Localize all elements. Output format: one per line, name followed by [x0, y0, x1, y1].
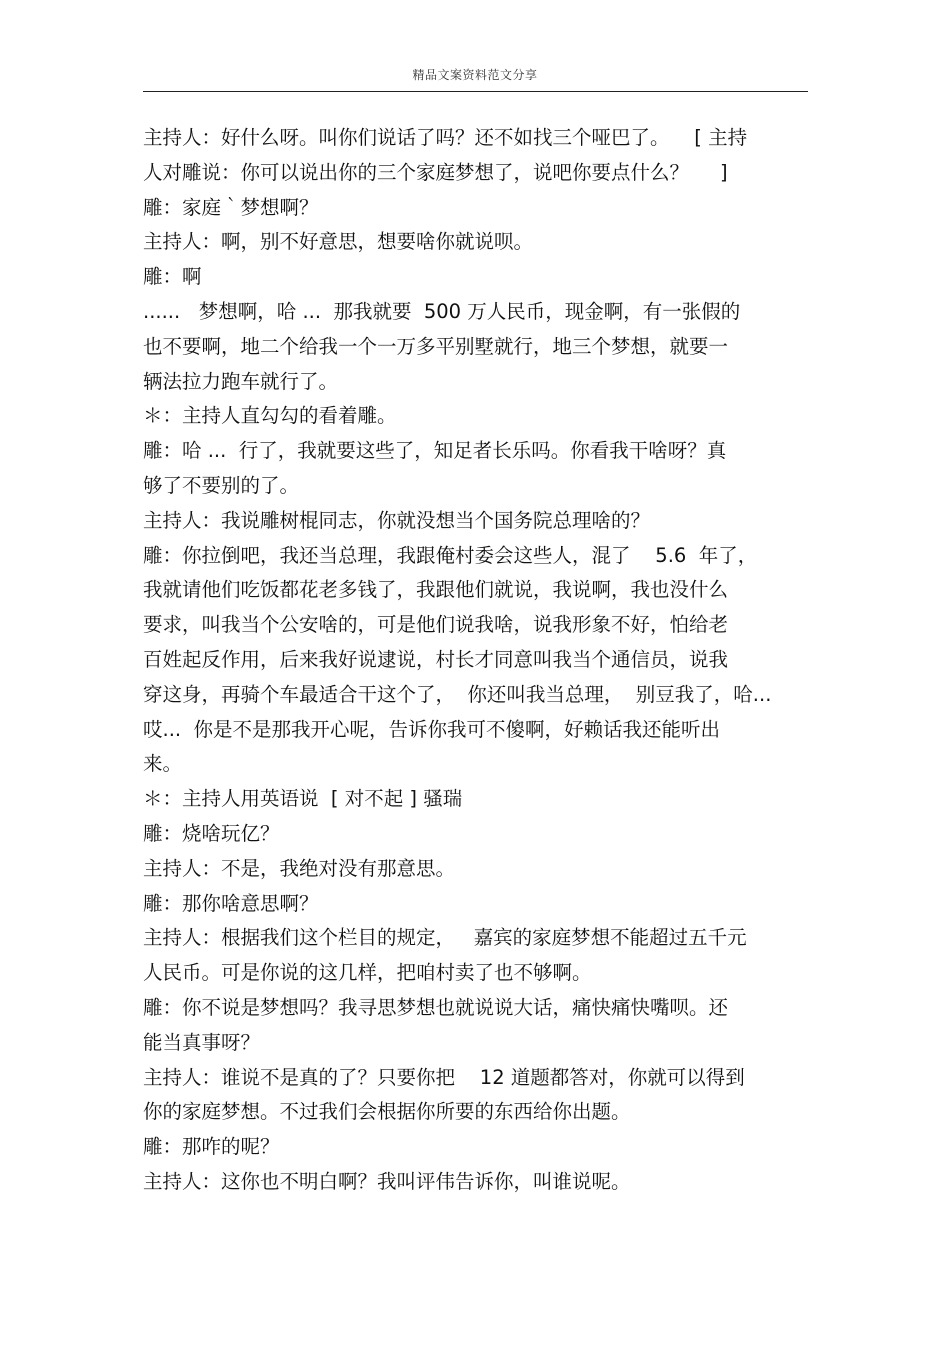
text-line: 哎... 你是不是那我开心呢，告诉你我可不傻啊，好赖话我还能听出 — [143, 717, 720, 741]
text-line: 你的家庭梦想。不过我们会根据你所要的东西给你出题。 — [143, 1100, 631, 1124]
text-line: 雕：烧啥玩亿？ — [143, 821, 280, 845]
text-line: 能当真事呀？ — [143, 1030, 261, 1054]
text-line: 要求，叫我当个公安啥的，可是他们说我啥，说我形象不好，怕给老 — [143, 613, 729, 637]
text-line: 主持人：好什么呀。叫你们说话了吗？还不如找三个哑巴了。 [ 主持 — [143, 126, 748, 149]
text-line: ...... 梦想啊，哈 ... 那我就要 500 万人民币，现金啊，有一张假的 — [143, 299, 741, 323]
text-line: 穿这身，再骑个车最适合干这个了， 你还叫我当总理， 别豆我了，哈... — [143, 682, 772, 706]
text-line: 主持人：不是，我绝对没有那意思。 — [143, 856, 456, 880]
header-divider — [143, 91, 808, 92]
text-line: 我就请他们吃饭都花老多钱了，我跟他们就说，我说啊，我也没什么 — [143, 578, 729, 602]
text-line: 主持人：这你也不明白啊？我叫评伟告诉你，叫谁说呢。 — [143, 1169, 631, 1193]
text-line: 人民币。可是你说的这几样，把咱村卖了也不够啊。 — [143, 961, 592, 985]
text-line: 雕：哈 ... 行了，我就要这些了，知足者长乐吗。你看我干啥呀？真 — [143, 439, 727, 463]
text-line: 人对雕说：你可以说出你的三个家庭梦想了，说吧你要点什么？ ] — [143, 160, 728, 184]
text-line: 主持人：谁说不是真的了？只要你把 12 道题都答对，你就可以得到 — [143, 1065, 745, 1089]
text-line: 主持人：啊，别不好意思，想要啥你就说呗。 — [143, 230, 534, 254]
text-line: ＊：主持人直勾勾的看着雕。 — [143, 404, 397, 428]
text-line: 雕：那咋的呢？ — [143, 1135, 280, 1159]
page-header: 精品文案资料范文分享 — [412, 68, 538, 82]
text-line: 雕：你拉倒吧，我还当总理，我跟俺村委会这些人，混了 5.6 年了， — [143, 543, 758, 567]
text-line: 辆法拉力跑车就行了。 — [143, 369, 339, 393]
text-line: 够了不要别的了。 — [143, 473, 300, 497]
text-line: ＊：主持人用英语说 [ 对不起 ] 骚瑞 — [143, 787, 463, 811]
text-line: 雕：那你啥意思啊？ — [143, 891, 319, 915]
text-line: 雕：你不说是梦想吗？我寻思梦想也就说说大话，痛快痛快嘴呗。还 — [143, 995, 729, 1019]
document-body — [143, 121, 808, 1200]
text-line: 百姓起反作用，后来我好说逮说，村长才同意叫我当个通信员，说我 — [143, 647, 729, 671]
text-line: 来。 — [143, 752, 183, 776]
text-line: 主持人：我说雕树棍同志，你就没想当个国务院总理啥的？ — [143, 508, 651, 532]
text-line: 雕：家庭｀梦想啊？ — [143, 195, 319, 219]
text-line: 主持人：根据我们这个栏目的规定， 嘉宾的家庭梦想不能超过五千元 — [143, 926, 747, 950]
text-line: 也不要啊，地二个给我一个一万多平别墅就行，地三个梦想，就要一 — [143, 334, 729, 358]
text-line: 雕：啊 — [143, 265, 202, 289]
